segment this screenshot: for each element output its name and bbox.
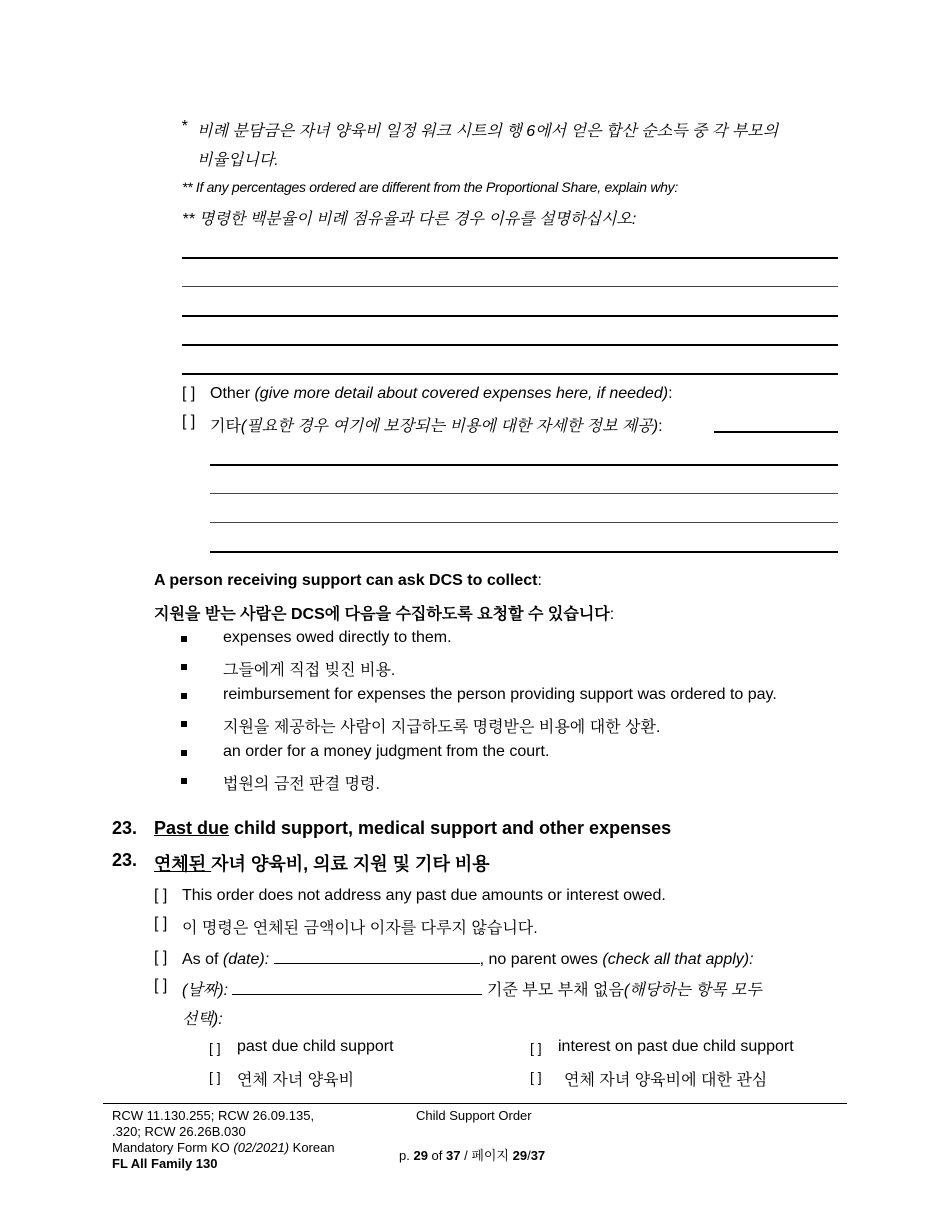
explain-line-4[interactable] bbox=[182, 344, 838, 346]
no-address-en: This order does not address any past due amounts or interest owed. bbox=[182, 887, 666, 904]
asof-date-field[interactable] bbox=[274, 949, 480, 964]
asof-date-field-ko[interactable] bbox=[232, 980, 482, 995]
collect-item: reimbursement for expenses the person providing support was ordered to pay. bbox=[223, 686, 777, 703]
collect-item: 지원을 제공하는 사람이 지급하도록 명령받은 비용에 대한 상환. bbox=[223, 719, 661, 736]
other-label-ko: 기타(필요한 경우 여기에 보장되는 비용에 대한 자세한 정보 제공): bbox=[210, 418, 663, 435]
section-title-ko: 연체된 자녀 양육비, 의료 지원 및 기타 비용 bbox=[154, 854, 490, 874]
note-explain-why-ko: ** 명령한 백분율이 비례 점유율과 다른 경우 이유를 설명하십시오: bbox=[182, 211, 637, 228]
opt2-checkbox[interactable]: [ ] bbox=[530, 1040, 542, 1056]
explain-line-1[interactable] bbox=[182, 257, 838, 259]
section-title-en: Past due child support, medical support and other expenses bbox=[154, 818, 672, 838]
footer-divider bbox=[103, 1103, 847, 1104]
asof-checkbox[interactable]: [ ] bbox=[154, 949, 168, 966]
collect-item: 법원의 금전 판결 명령. bbox=[223, 776, 380, 793]
bullet-icon bbox=[181, 721, 187, 727]
other-checkbox[interactable]: [ ] bbox=[182, 385, 196, 402]
note-asterisk: * bbox=[181, 118, 188, 135]
footer-doc-title: Child Support Order bbox=[416, 1108, 532, 1123]
opt2-label-ko: 연체 자녀 양육비에 대한 관심 bbox=[564, 1072, 768, 1089]
opt1-checkbox[interactable]: [ ] bbox=[209, 1040, 221, 1056]
no-address-checkbox[interactable]: [ ] bbox=[154, 887, 168, 904]
collect-heading-en: A person receiving support can ask DCS to collect: bbox=[154, 572, 542, 589]
footer-mandatory-form: Mandatory Form KO (02/2021) Korean bbox=[112, 1140, 335, 1155]
explain-line-5[interactable] bbox=[182, 373, 838, 375]
other-checkbox-ko[interactable]: [ ] bbox=[182, 413, 196, 430]
opt1-label-en: past due child support bbox=[237, 1038, 394, 1055]
other-line-3[interactable] bbox=[210, 522, 838, 523]
opt2-label-en: interest on past due child support bbox=[558, 1038, 794, 1055]
note-explain-why-en: ** If any percentages ordered are different from the Proportional Share, explain why: bbox=[182, 179, 678, 195]
bullet-icon bbox=[181, 693, 187, 699]
section-number: 23. bbox=[112, 818, 138, 838]
collect-item: 그들에게 직접 빚진 비용. bbox=[223, 662, 396, 679]
collect-item: an order for a money judgment from the court. bbox=[223, 743, 550, 760]
other-line-2[interactable] bbox=[210, 493, 838, 494]
footer-rcw-line1: RCW 11.130.255; RCW 26.09.135, bbox=[112, 1108, 315, 1123]
bullet-icon bbox=[181, 778, 187, 784]
footer-rcw-line2: .320; RCW 26.26B.030 bbox=[112, 1124, 246, 1139]
bullet-icon bbox=[181, 636, 187, 642]
asof-line-ko: (날짜): 기준 부모 부채 없음(해당하는 항목 모두 bbox=[182, 982, 762, 999]
collect-heading-ko: 지원을 받는 사람은 DCS에 다음을 수집하도록 요청할 수 있습니다: bbox=[154, 606, 615, 623]
opt2-checkbox-ko[interactable]: [ ] bbox=[530, 1069, 542, 1085]
other-line-1[interactable] bbox=[210, 464, 838, 466]
no-address-checkbox-ko[interactable]: [ ] bbox=[154, 915, 168, 932]
asof-line-ko-cont: 선택): bbox=[182, 1011, 223, 1028]
section-number-ko: 23. bbox=[112, 850, 138, 870]
explain-line-3[interactable] bbox=[182, 315, 838, 317]
no-address-ko: 이 명령은 연체된 금액이나 이자를 다루지 않습니다. bbox=[182, 920, 538, 937]
other-label-en: Other (give more detail about covered expenses here, if needed): bbox=[210, 385, 673, 402]
bullet-icon bbox=[181, 750, 187, 756]
footer-form-id: FL All Family 130 bbox=[112, 1156, 218, 1171]
footer-page-number: p. 29 of 37 / 페이지 29/37 bbox=[399, 1148, 546, 1163]
asof-line-en: As of (date): , no parent owes (check all that apply): bbox=[182, 951, 754, 968]
collect-item: expenses owed directly to them. bbox=[223, 629, 452, 646]
note-proportional-share-line2: 비율입니다. bbox=[197, 152, 279, 169]
other-line-4[interactable] bbox=[210, 551, 838, 553]
other-detail-inline-line[interactable] bbox=[714, 431, 838, 433]
bullet-icon bbox=[181, 664, 187, 670]
note-proportional-share-line1: 비례 분담금은 자녀 양육비 일정 워크 시트의 행 6에서 얻은 합산 순소득 중 각 부모의 bbox=[197, 123, 779, 140]
opt1-label-ko: 연체 자녀 양육비 bbox=[237, 1072, 355, 1089]
explain-line-2[interactable] bbox=[182, 286, 838, 287]
opt1-checkbox-ko[interactable]: [ ] bbox=[209, 1069, 221, 1085]
asof-checkbox-ko[interactable]: [ ] bbox=[154, 977, 168, 994]
